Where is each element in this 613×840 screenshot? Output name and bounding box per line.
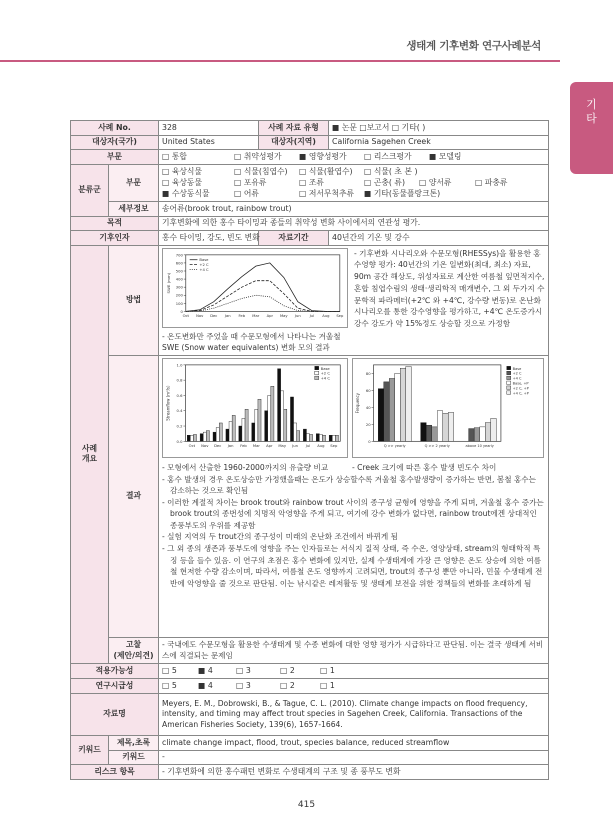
bar-2c <box>216 428 219 442</box>
row-keyword-title <box>71 736 549 751</box>
urgency-option[interactable]: □ 5 <box>162 680 177 690</box>
legend-label: +4 C <box>320 376 330 381</box>
plot-frame <box>186 254 340 311</box>
bar-2c <box>203 432 206 441</box>
results-bullet: - 그 외 종의 생존과 풍부도에 영향을 주는 인자들로는 서식지 질적 상태, 즉 수온, 영양상태, stream의 형태학적 특징 등을 들수 있음. 이 연구의 초점은 홍수 변화에 있지만, 실제 수생태계에 가장 큰 영향은 온도 상승에 의한 여름철 현저한 수량 감소이며, 따라서, 여름철 온도 영향까지 고려되면, trout의 종구성 뿐만 아니라, 민물 수생태계 전반에 악영향을 줄 것으로 판단됨. 이는 낚시같은 레저활동 및 생태계 보전을 위한 정책들의 변화를 초래하게 됨 <box>162 544 543 588</box>
keyword-title-value: climate change impact, flood, trout, species balance, reduced streamflow <box>159 736 549 751</box>
x-tick-label: Dec <box>214 444 222 449</box>
x-tick-label: Jan <box>227 444 234 449</box>
legend-label: Base <box>512 366 522 371</box>
row-method <box>71 245 549 356</box>
row-factor <box>71 231 549 246</box>
sector-option[interactable]: □ 곤충( 류) <box>364 177 406 187</box>
x-tick-label: Jan <box>224 313 231 318</box>
side-tab-char: 타 <box>586 112 597 125</box>
bar-4c <box>193 434 196 441</box>
keywords-label: 키워드 <box>71 736 109 765</box>
bar-4cp <box>448 412 454 441</box>
bar-2c <box>190 435 193 441</box>
case-table <box>70 120 549 780</box>
bar-4cp <box>406 367 412 442</box>
bar-4c <box>297 431 300 442</box>
header-rule <box>0 60 560 62</box>
x-tick-label: Nov <box>201 444 209 449</box>
legend-swatch <box>507 366 511 369</box>
results-label: 결과 <box>109 356 159 638</box>
sector-option[interactable]: □ 조류 <box>299 177 324 187</box>
sector-option[interactable]: ■ 수상동식물 <box>162 188 210 198</box>
sector-option[interactable]: □ 저서무척추류 <box>299 188 355 198</box>
risk-label: 리스크 항목 <box>71 765 159 780</box>
y-tick-label: 60 <box>365 388 371 393</box>
purpose-value: 기후변화에 의한 홍수 타이밍과 종들의 취약성 변화 사이에서의 연관성 평가. <box>159 216 549 231</box>
bar-base <box>200 434 203 442</box>
purpose-label: 목적 <box>71 216 159 231</box>
x-tick-label: Jul <box>309 313 315 318</box>
detail-label: 세부정보 <box>109 202 159 217</box>
case-summary-label-line: 개요 <box>81 454 98 464</box>
bar-base <box>265 411 268 442</box>
row-discussion <box>71 638 549 664</box>
keyword-kw-value: - <box>159 750 549 765</box>
bar-2c <box>426 425 432 441</box>
field-option[interactable]: ■ 모델링 <box>429 151 462 161</box>
bar-2c <box>306 434 309 442</box>
legend-label: Base <box>199 257 209 262</box>
country-value: United States <box>159 135 259 150</box>
y-tick-label: 0.0 <box>176 439 183 444</box>
bar-base <box>187 435 190 441</box>
y-tick-label: 0 <box>368 439 371 444</box>
results-content <box>159 356 549 638</box>
sector-label: 부문 <box>109 165 159 202</box>
x-tick-label: Oct <box>188 444 196 449</box>
legend-label: Base, +P <box>512 381 529 386</box>
row-risk <box>71 765 549 780</box>
legend-swatch <box>315 376 319 379</box>
legend-swatch <box>315 371 319 374</box>
discussion-label-line: 고찰 <box>125 640 142 649</box>
y-tick-label: 20 <box>365 422 371 427</box>
bar-2c <box>229 421 232 441</box>
method-text: - 기후변화 시나리오와 수문모형(RHESSys)을 활용한 홍수영향 평가: 40년간의 기온 일변화(최대, 최소) 자료, 90m 공간 해상도, 위성자료로 계산한 여름철 잎면적지수, 혼합 침엽수림의 생태·생리학적 매개변수, 그 외 두가지 수문학적 파라메터(+2℃ 와 +4℃, 강수량 변동)로 온난화 시나리오를 통한 강수영향을 평가하고, +4℃ 온도증가시 강수 강도가 약 15%정도 상승할 것으로 가정함 <box>354 248 545 329</box>
series-line-4c <box>186 295 340 311</box>
applicability-option[interactable]: □ 5 <box>162 665 177 675</box>
x-tick-label: May <box>279 313 288 318</box>
bar-4c <box>389 378 395 441</box>
y-tick-label: 0 <box>180 309 183 314</box>
series-line-2c <box>186 280 340 311</box>
x-tick-label: Q >> yearly <box>383 444 406 449</box>
bar-2c <box>255 409 258 441</box>
classification-label: 분류군 <box>71 165 109 217</box>
results-bullet: - 실험 지역의 두 trout간의 종구성이 미래의 온난화 조건에서 바뀌게 됨 <box>162 532 398 542</box>
fig1-caption: - 온도변화만 주었을 때 수문모형에서 나타나는 겨울철 SWE (Snow water equivalents) 변화 모의 결과 <box>162 332 341 352</box>
bar-base <box>421 423 427 442</box>
factor-value: 홍수 타이밍, 강도, 빈도 변화 <box>159 231 259 246</box>
x-tick-label: Mar <box>252 444 260 449</box>
streamflow-bar-chart <box>162 358 348 458</box>
case-type-label: 사례 자료 유형 <box>259 121 329 136</box>
flood-frequency-chart <box>352 358 544 458</box>
y-tick-label: 400 <box>175 277 183 282</box>
bar-4c <box>232 415 235 441</box>
legend-label: +4 C <box>199 267 209 272</box>
x-tick-label: Dec <box>210 313 218 318</box>
row-case-no <box>71 121 549 136</box>
sector-option[interactable]: □ 육상식물 <box>162 166 202 176</box>
field-options <box>159 150 549 165</box>
bar-2c <box>242 418 245 441</box>
bar-4c <box>474 428 480 442</box>
applicability-label: 적용가능성 <box>71 664 159 679</box>
period-value: 40년간의 기온 및 강수 <box>329 231 549 246</box>
field-label: 부문 <box>71 150 159 165</box>
y-tick-label: 700 <box>175 252 183 257</box>
bar-basep <box>395 373 401 441</box>
bar-2c <box>268 395 271 441</box>
region-label: 대상자(지역) <box>259 135 329 150</box>
source-value: Meyers, E. M., Dobrowski, B., & Tague, C. L. (2010). Climate change impacts on flood frequency, intensity, and timing may affect trout species in Sagehen Creek, California. Transactions of the American Fisheries Society, 139(6), 1657-1664. <box>159 694 549 736</box>
case-no-value: 328 <box>159 121 259 136</box>
x-tick-label: Aug <box>322 313 330 318</box>
sector-option[interactable]: ■ 기타(동물플랑크톤) <box>364 188 441 198</box>
x-tick-label: Oct <box>182 313 189 318</box>
region-value: California Sagehen Creek <box>329 135 549 150</box>
bar-basep <box>480 427 486 441</box>
sector-option[interactable]: □ 식물(활엽수) <box>299 166 353 176</box>
y-tick-label: 300 <box>175 285 183 290</box>
case-summary-label <box>71 245 109 664</box>
risk-value: - 기후변화에 의한 홍수패턴 변화로 수생태계의 구조 및 종 풍부도 변화 <box>159 765 549 780</box>
bar-2c <box>281 391 284 441</box>
bar-base <box>213 432 216 441</box>
urgency-option[interactable]: ■ 4 <box>198 680 213 690</box>
x-tick-label: Feb <box>238 313 246 318</box>
legend-label: +4 C <box>512 376 522 381</box>
bar-2c <box>469 429 475 442</box>
y-tick-label: 0.2 <box>176 424 183 429</box>
field-option[interactable]: ■ 영향성평가 <box>299 151 347 161</box>
legend-swatch <box>507 391 511 394</box>
bar-base <box>378 389 384 442</box>
applicability-option[interactable]: ■ 4 <box>198 665 213 675</box>
urgency-option[interactable]: □ 2 <box>280 680 295 690</box>
y-axis-label: Frequency <box>354 393 360 414</box>
bar-2c <box>384 382 390 441</box>
row-classification <box>71 165 549 202</box>
bar-4c <box>245 409 248 441</box>
method-label: 방법 <box>109 245 159 356</box>
country-label: 대상자(국가) <box>71 135 159 150</box>
bar-base <box>252 423 255 441</box>
x-tick-label: Sep <box>336 313 344 318</box>
bar-2cp <box>443 413 449 441</box>
bar-2c <box>294 423 297 441</box>
legend-swatch <box>507 371 511 374</box>
legend-label: +4 C, +P <box>512 391 529 396</box>
discussion-label-line: (제안/의견) <box>113 650 154 660</box>
legend-label: +2 C <box>512 371 522 376</box>
x-tick-label: Feb <box>240 444 247 449</box>
row-purpose <box>71 216 549 231</box>
urgency-option[interactable]: □ 3 <box>236 680 251 690</box>
source-label: 자료명 <box>71 694 159 736</box>
results-bullets <box>162 474 545 590</box>
x-tick-label: above 10 yearly <box>465 444 494 449</box>
x-tick-label: Jun <box>294 313 301 318</box>
y-tick-label: 40 <box>365 405 371 410</box>
sector-option[interactable]: □ 양서류 <box>419 177 452 187</box>
y-axis-label: Streamflow (m³/s) <box>165 385 171 421</box>
discussion-value: - 국내에도 수문모형을 활용한 수생태계 및 수종 변화에 대한 영향 평가가 시급하다고 판단됨. 이는 결국 생태계 서비스에 직결되는 문제임 <box>159 638 549 664</box>
bar-4c <box>432 427 438 441</box>
legend-swatch <box>507 376 511 379</box>
y-tick-label: 100 <box>175 301 183 306</box>
keyword-title-label: 제목,초록 <box>109 736 159 751</box>
bar-base <box>316 434 319 442</box>
legend-swatch <box>315 366 319 369</box>
row-applicability <box>71 664 549 679</box>
legend-swatch <box>507 386 511 389</box>
sector-option[interactable]: □ 파충류 <box>475 177 508 187</box>
x-tick-label: Q >> 2 yearly <box>424 444 450 449</box>
x-tick-label: Apr <box>266 444 273 449</box>
field-option[interactable]: □ 통합 <box>162 151 187 161</box>
bar-4c <box>310 434 313 441</box>
bar-4c <box>322 435 325 441</box>
page-number: 415 <box>297 800 316 810</box>
bar-2c <box>319 434 322 441</box>
field-option[interactable]: □ 취약성평가 <box>234 151 282 161</box>
results-bullet: - 이러한 계절적 차이는 brook trout와 rainbow trout 사이의 종구성 균형에 영향을 주게 되며, 겨울철 홍수 증가는 brook trout의 종번성에 치명적 악영향을 주게 되고, 여기에 강수 변화가 없다면, rainbow trout에겐 상대적인 종풍부도의 우위를 제공함 <box>162 497 544 530</box>
sector-option[interactable]: □ 포유류 <box>234 177 267 187</box>
bar-4c <box>335 435 338 441</box>
applicability-option[interactable]: □ 1 <box>320 665 335 675</box>
bar-4c <box>271 386 274 441</box>
legend-swatch <box>507 381 511 384</box>
y-tick-label: 200 <box>175 293 183 298</box>
row-keyword <box>71 750 549 765</box>
side-tab[interactable] <box>570 82 613 174</box>
header-title: 생태계 기후변화 연구사례분석 <box>406 40 541 52</box>
y-tick-label: 1.0 <box>176 363 183 368</box>
legend-label: +2 C <box>320 371 330 376</box>
bar-base <box>226 429 229 441</box>
bar-4c <box>284 409 287 441</box>
row-field <box>71 150 549 165</box>
row-results <box>71 356 549 638</box>
bar-2cp <box>400 368 406 441</box>
fig2-caption: - 모형에서 산출한 1960-2000까지의 유출량 비교 <box>162 462 329 472</box>
x-tick-label: Apr <box>266 313 273 318</box>
discussion-label <box>109 638 159 664</box>
y-tick-label: 0.8 <box>176 378 183 383</box>
y-tick-label: 0.6 <box>176 393 183 398</box>
legend-label: Base <box>320 366 330 371</box>
applicability-options <box>159 664 549 679</box>
case-no-label: 사례 No. <box>71 121 159 136</box>
keyword-kw-label: 키워드 <box>109 750 159 765</box>
detail-value: 송어류(brook trout, rainbow trout) <box>159 202 549 217</box>
row-detail <box>71 202 549 217</box>
sector-option[interactable]: □ 식물( 초 본 ) <box>364 166 418 176</box>
sector-option[interactable]: □ 어류 <box>234 188 259 198</box>
urgency-option[interactable]: □ 1 <box>320 680 335 690</box>
bar-4cp <box>491 418 497 441</box>
bar-base <box>278 369 281 442</box>
bar-base <box>290 397 293 441</box>
fig3-caption: - Creek 크기에 따른 홍수 발생 빈도수 차이 <box>352 462 497 472</box>
y-tick-label: 80 <box>365 371 371 376</box>
bar-2cp <box>485 423 491 442</box>
sector-options <box>159 165 549 202</box>
row-source <box>71 694 549 736</box>
method-content <box>159 245 549 356</box>
side-tab-label <box>570 98 613 126</box>
results-bullet: - 홍수 발생의 경우 온도상승만 가정했을때는 온도가 상승할수록 겨울철 홍수발생량이 증가하는 반면, 봄철 홍수는 감소하는 것으로 확인됨 <box>162 474 536 496</box>
side-tab-char: 기 <box>586 98 597 111</box>
x-tick-label: Jul <box>305 444 311 449</box>
x-tick-label: Jun <box>292 444 299 449</box>
bar-base <box>329 435 332 441</box>
urgency-options <box>159 679 549 694</box>
bar-2c <box>332 435 335 441</box>
row-country <box>71 135 549 150</box>
y-tick-label: 0.4 <box>176 409 183 414</box>
y-tick-label: 600 <box>175 260 183 265</box>
applicability-option[interactable]: □ 3 <box>236 665 251 675</box>
x-tick-label: Mar <box>252 313 260 318</box>
x-tick-label: May <box>278 444 287 449</box>
swe-line-chart <box>162 248 348 328</box>
factor-label: 기후인자 <box>71 231 159 246</box>
case-summary-label-line: 사례 <box>81 443 98 453</box>
case-type-value: ■ 논문 □보고서 □ 기타( ) <box>329 121 549 136</box>
series-line-base <box>186 262 340 310</box>
row-urgency <box>71 679 549 694</box>
bar-basep <box>437 411 443 442</box>
x-tick-label: Aug <box>317 444 325 449</box>
legend-label: +2 C <box>199 262 209 267</box>
urgency-label: 연구시급성 <box>71 679 159 694</box>
bar-4c <box>219 423 222 441</box>
y-tick-label: 500 <box>175 268 183 273</box>
bar-base <box>303 429 306 441</box>
bar-4c <box>206 431 209 442</box>
sector-option[interactable]: □ 육상동물 <box>162 177 202 187</box>
field-option[interactable]: □ 리스크평가 <box>364 151 412 161</box>
bar-4c <box>258 399 261 441</box>
applicability-option[interactable]: □ 2 <box>280 665 295 675</box>
legend-label: +2 C, +P <box>512 386 529 391</box>
x-tick-label: Nov <box>196 313 204 318</box>
period-label: 자료기간 <box>259 231 329 246</box>
bar-base <box>239 426 242 441</box>
x-tick-label: Sep <box>330 444 338 449</box>
y-axis-label: SWE (mm) <box>166 272 172 293</box>
sector-option[interactable]: □ 식물(침엽수) <box>234 166 288 176</box>
